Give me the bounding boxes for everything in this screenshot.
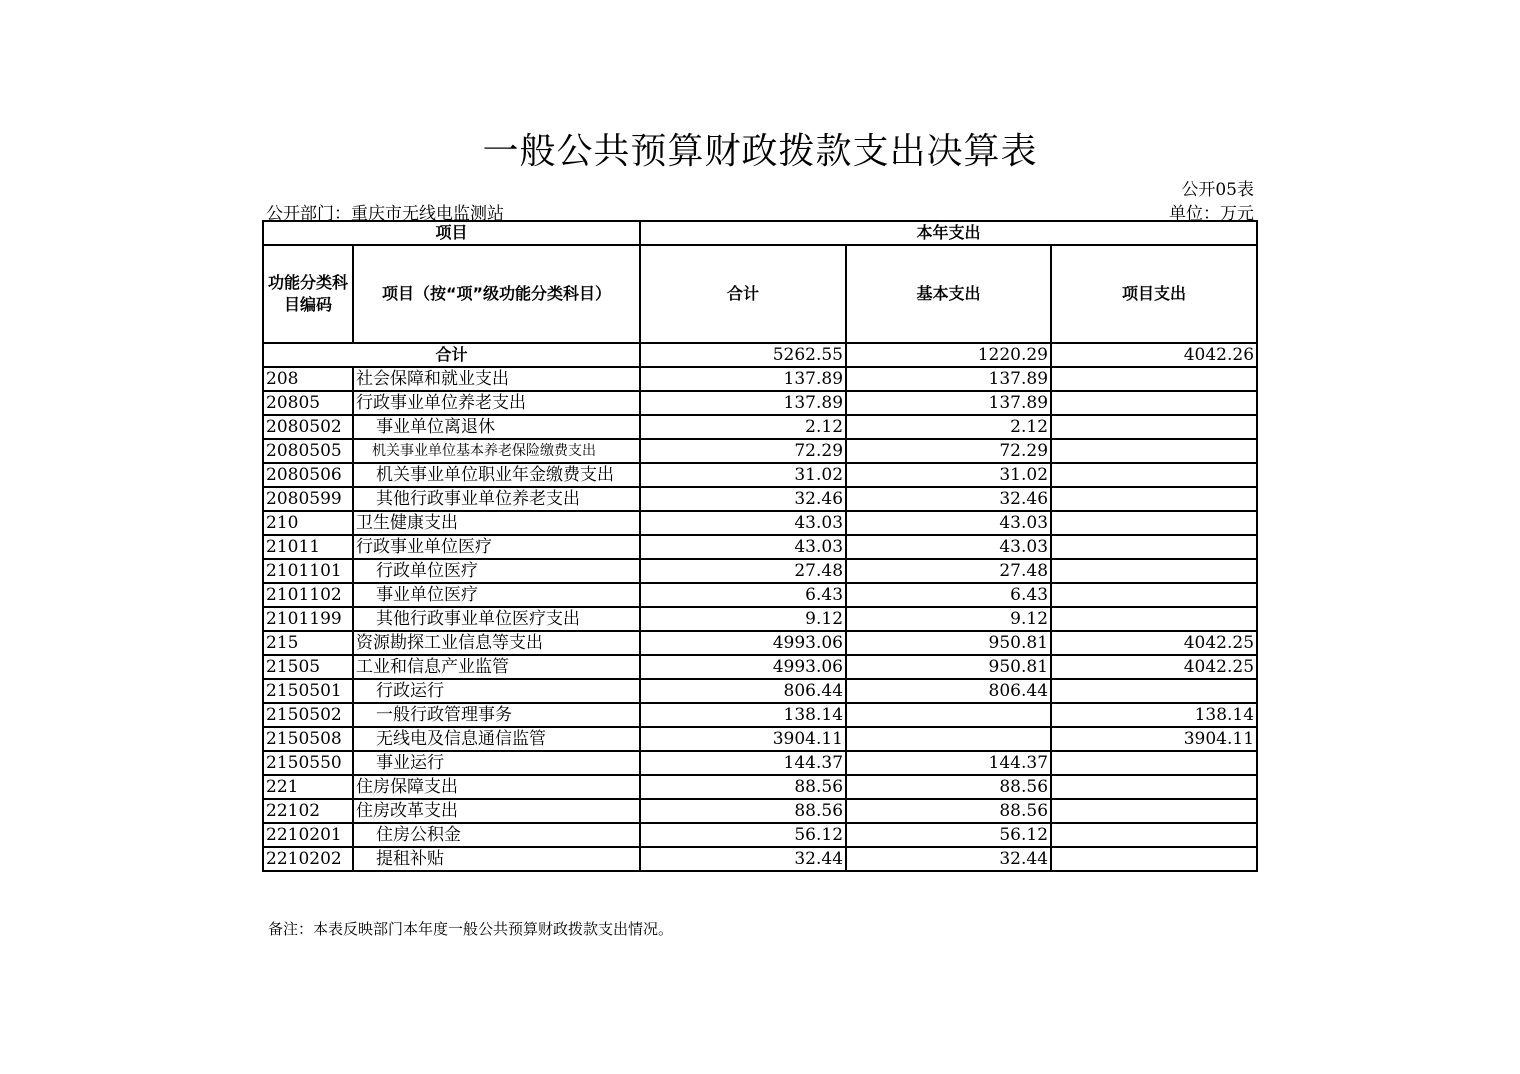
row-project: 138.14 — [1051, 703, 1257, 727]
row-basic: 9.12 — [846, 607, 1051, 631]
header-code: 功能分类科目编码 — [263, 245, 353, 343]
table-row — [263, 823, 1257, 847]
row-name: 社会保障和就业支出 — [353, 367, 640, 391]
row-name: 事业运行 — [353, 751, 640, 775]
row-name: 住房改革支出 — [353, 799, 640, 823]
row-total: 3904.11 — [640, 727, 846, 751]
row-code: 2101102 — [263, 583, 353, 607]
row-basic — [846, 703, 1051, 727]
row-name: 住房公积金 — [353, 823, 640, 847]
table-row — [263, 847, 1257, 871]
row-project — [1051, 775, 1257, 799]
row-code: 2101101 — [263, 559, 353, 583]
row-total: 6.43 — [640, 583, 846, 607]
table-row — [263, 487, 1257, 511]
row-basic: 32.44 — [846, 847, 1051, 871]
row-basic: 2.12 — [846, 415, 1051, 439]
row-basic: 32.46 — [846, 487, 1051, 511]
row-total: 4993.06 — [640, 631, 846, 655]
header-project: 项目 — [263, 221, 640, 245]
row-basic: 6.43 — [846, 583, 1051, 607]
row-name: 行政运行 — [353, 679, 640, 703]
row-code: 2210201 — [263, 823, 353, 847]
table-row — [263, 775, 1257, 799]
table-row — [263, 535, 1257, 559]
header-name: 项目（按“项”级功能分类科目） — [353, 245, 640, 343]
row-basic: 950.81 — [846, 655, 1051, 679]
row-code: 21011 — [263, 535, 353, 559]
table-row — [263, 439, 1257, 463]
row-name: 机关事业单位职业年金缴费支出 — [353, 463, 640, 487]
row-project — [1051, 511, 1257, 535]
row-basic: 137.89 — [846, 391, 1051, 415]
row-project — [1051, 847, 1257, 871]
row-total: 88.56 — [640, 775, 846, 799]
row-total: 32.46 — [640, 487, 846, 511]
row-name: 住房保障支出 — [353, 775, 640, 799]
footnote: 备注：本表反映部门本年度一般公共预算财政拨款支出情况。 — [268, 920, 674, 938]
row-basic: 43.03 — [846, 511, 1051, 535]
row-project — [1051, 367, 1257, 391]
table-row — [263, 727, 1257, 751]
row-basic: 56.12 — [846, 823, 1051, 847]
row-name: 其他行政事业单位医疗支出 — [353, 607, 640, 631]
row-project — [1051, 415, 1257, 439]
row-name: 行政事业单位养老支出 — [353, 391, 640, 415]
row-code: 210 — [263, 511, 353, 535]
row-code: 221 — [263, 775, 353, 799]
header-current-year: 本年支出 — [640, 221, 1257, 245]
total-basic: 1220.29 — [846, 343, 1051, 367]
total-amount: 5262.55 — [640, 343, 846, 367]
row-project — [1051, 487, 1257, 511]
row-basic: 88.56 — [846, 799, 1051, 823]
row-project — [1051, 679, 1257, 703]
row-basic — [846, 727, 1051, 751]
form-number: 公开05表 — [1181, 180, 1254, 200]
row-total: 32.44 — [640, 847, 846, 871]
row-basic: 144.37 — [846, 751, 1051, 775]
row-name: 行政单位医疗 — [353, 559, 640, 583]
row-project — [1051, 607, 1257, 631]
row-code: 2150508 — [263, 727, 353, 751]
table-row — [263, 391, 1257, 415]
row-code: 21505 — [263, 655, 353, 679]
table-row — [263, 559, 1257, 583]
row-project — [1051, 535, 1257, 559]
row-basic: 137.89 — [846, 367, 1051, 391]
row-name: 工业和信息产业监管 — [353, 655, 640, 679]
row-project — [1051, 751, 1257, 775]
row-name: 事业单位离退休 — [353, 415, 640, 439]
total-label: 合计 — [263, 343, 640, 367]
row-name: 其他行政事业单位养老支出 — [353, 487, 640, 511]
total-row — [263, 343, 1257, 367]
row-total: 27.48 — [640, 559, 846, 583]
row-name: 资源勘探工业信息等支出 — [353, 631, 640, 655]
table-row — [263, 655, 1257, 679]
department-label: 公开部门：重庆市无线电监测站 — [266, 204, 504, 224]
row-project: 4042.25 — [1051, 655, 1257, 679]
row-code: 208 — [263, 367, 353, 391]
row-basic: 31.02 — [846, 463, 1051, 487]
row-total: 137.89 — [640, 367, 846, 391]
table-row — [263, 463, 1257, 487]
row-name: 提租补贴 — [353, 847, 640, 871]
expenditure-table — [262, 220, 1258, 872]
row-total: 88.56 — [640, 799, 846, 823]
row-total: 806.44 — [640, 679, 846, 703]
unit-label: 单位：万元 — [1169, 204, 1254, 224]
table-row — [263, 583, 1257, 607]
row-name: 卫生健康支出 — [353, 511, 640, 535]
table-row — [263, 607, 1257, 631]
row-total: 9.12 — [640, 607, 846, 631]
row-code: 20805 — [263, 391, 353, 415]
table-row — [263, 703, 1257, 727]
row-project — [1051, 799, 1257, 823]
row-total: 72.29 — [640, 439, 846, 463]
row-basic: 43.03 — [846, 535, 1051, 559]
row-project: 4042.25 — [1051, 631, 1257, 655]
total-project: 4042.26 — [1051, 343, 1257, 367]
row-project: 3904.11 — [1051, 727, 1257, 751]
row-code: 2150501 — [263, 679, 353, 703]
table-row — [263, 631, 1257, 655]
row-basic: 88.56 — [846, 775, 1051, 799]
row-basic: 72.29 — [846, 439, 1051, 463]
row-total: 43.03 — [640, 511, 846, 535]
row-code: 2210202 — [263, 847, 353, 871]
table-row — [263, 367, 1257, 391]
row-project — [1051, 391, 1257, 415]
table-row — [263, 799, 1257, 823]
header-project-expenditure: 项目支出 — [1051, 245, 1257, 343]
row-basic: 950.81 — [846, 631, 1051, 655]
header-basic: 基本支出 — [846, 245, 1051, 343]
row-code: 2150502 — [263, 703, 353, 727]
page-title: 一般公共预算财政拨款支出决算表 — [482, 131, 1038, 172]
row-total: 2.12 — [640, 415, 846, 439]
row-total: 137.89 — [640, 391, 846, 415]
row-total: 43.03 — [640, 535, 846, 559]
row-code: 22102 — [263, 799, 353, 823]
row-code: 2080599 — [263, 487, 353, 511]
row-code: 2080506 — [263, 463, 353, 487]
row-basic: 27.48 — [846, 559, 1051, 583]
row-name: 事业单位医疗 — [353, 583, 640, 607]
table-row — [263, 511, 1257, 535]
row-total: 56.12 — [640, 823, 846, 847]
row-name: 无线电及信息通信监管 — [353, 727, 640, 751]
table-row — [263, 415, 1257, 439]
row-code: 2150550 — [263, 751, 353, 775]
row-total: 138.14 — [640, 703, 846, 727]
header-total: 合计 — [640, 245, 846, 343]
row-project — [1051, 559, 1257, 583]
row-project — [1051, 439, 1257, 463]
row-code: 2080502 — [263, 415, 353, 439]
row-code: 2080505 — [263, 439, 353, 463]
row-project — [1051, 463, 1257, 487]
row-code: 215 — [263, 631, 353, 655]
row-total: 31.02 — [640, 463, 846, 487]
row-total: 4993.06 — [640, 655, 846, 679]
row-project — [1051, 583, 1257, 607]
row-name: 机关事业单位基本养老保险缴费支出 — [353, 439, 640, 463]
row-total: 144.37 — [640, 751, 846, 775]
row-code: 2101199 — [263, 607, 353, 631]
table-row — [263, 751, 1257, 775]
row-name: 行政事业单位医疗 — [353, 535, 640, 559]
row-project — [1051, 823, 1257, 847]
row-name: 一般行政管理事务 — [353, 703, 640, 727]
table-row — [263, 679, 1257, 703]
row-basic: 806.44 — [846, 679, 1051, 703]
